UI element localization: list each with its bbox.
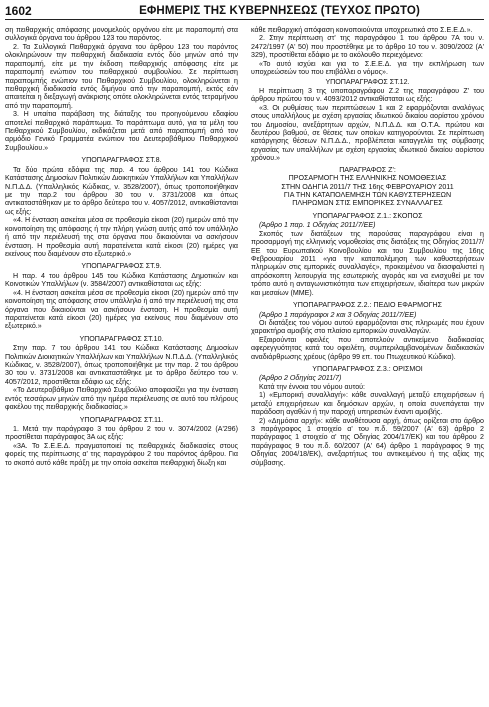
paragraph: 1) «Εμπορική συναλλαγή»: κάθε συναλλαγή μεταξύ επιχειρήσεων ή μεταξύ επιχειρήσεων και δημόσιων αρχών, η οποία συνεπάγεται την παράδοση αγαθών ή την παροχή υπηρεσιών έναντι αμοιβής. [251,391,484,417]
left-column [5,26,238,704]
paragraph: «4. Η ένσταση ασκείται μέσα σε προθεσμία είκοσι (20) ημερών από την κοινοποίηση της απόφασης στον υπάλληλο ή από την περιέλευσή της στα όργανα που δικαιούνται να ασκήσουν ένσταση. Η προθεσμία αυτή παρατείνεται κατά είκοσι (20) ημέρες για εκείνους που διαμένουν στο εξωτερικό.» [5,288,238,331]
section-title: ΣΤΗΝ ΟΔΗΓΙΑ 2011/7 ΤΗΣ 16ης ΦΕΒΡΟΥΑΡΙΟΥ 2011 [281,182,454,191]
paragraph: Κατά την έννοια του νόμου αυτού: [259,382,365,391]
subparagraph-heading: ΥΠΟΠΑΡΑΓΡΑΦΟΣ ΣΤ.12. [325,77,410,86]
subparagraph-heading: ΥΠΟΠΑΡΑΓΡΑΦΟΣ ΣΤ.11. [79,415,164,424]
paragraph: 3. Η υπαίτια παράβαση της διάταξης του προηγούμενου εδαφίου αποτελεί πειθαρχικό παράπτωμα. Το παράπτωμα αυτό, για τα μέλη του Πειθαρχικού Συμβουλίου, εκδικάζεται μετά από παραπομπή από τον αρμόδιο Γενικό Γραμματέα ενώπιον του Δευτεροβάθμιου Πειθαρχικού Συμβουλίου.» [5,110,238,152]
page-number: 1602 [5,4,32,18]
directive-reference: (Άρθρο 1 παρ. 1 Οδηγίας 2011/7/ΕΕ) [259,221,376,230]
directive-reference: (Άρθρο 2 Οδηγίας 2011/7) [259,374,342,383]
directive-reference: (Άρθρο 1 παράγραφοι 2 και 3 Οδηγίας 2011/7/ΕΕ) [259,310,417,319]
paragraph: «3. Οι ρυθμίσεις των περιπτώσεων 1 και 2 εφαρμόζονται αναλόγως στους υπαλλήλους με σχέση εργασίας ιδιωτικού δικαίου αορίστου χρόνου του Δημοσίου, ανεξάρτητων αρχών, Ν.Π.Δ.Δ. και Ο.Τ.Α. πρώτου και δευτέρου βαθμού, σε θέσεις των οποίων κατηγορούνται. Σε περίπτωση κατάργησης θέσεων Ν.Π.Δ.Δ., προβλέπεται καταγγελία της σύμβασης εργασίας των υπαλλήλων με σχέση εργασίας ιδιωτικού δικαίου αορίστου χρόνου.» [251,103,484,163]
subparagraph-heading: ΥΠΟΠΑΡΑΓΡΑΦΟΣ ΣΤ.10. [79,334,164,343]
paragraph: 1. Μετά την παράγραφο 3 του άρθρου 2 του ν. 3074/2002 (Α'296) προστίθεται παράγραφος 3Α ως εξής: [5,424,238,442]
paragraph: «4. Η ένσταση ασκείται μέσα σε προθεσμία είκοσι (20) ημερών από την κοινοποίηση της απόφασης ή την πλήρη γνώση αυτής από τον υπάλληλο ή από την περιέλευσή της στα όργανα που δικαιούνται να ασκήσουν ένσταση. Η προθεσμία αυτή παρατείνεται κατά είκοσι (20) ημέρες για εκείνους που διαμένουν στο εξωτερικό.» [5,216,238,258]
paragraph: Η παρ. 4 του άρθρου 145 του Κώδικα Κατάστασης Δημοτικών και Κοινοτικών Υπαλλήλων (ν. 3584/2007) αντικαθίσταται ως εξής: [5,271,238,289]
subparagraph-heading: ΥΠΟΠΑΡΑΓΡΑΦΟΣ Ζ.2.: ΠΕΔΙΟ ΕΦΑΡΜΟΓΗΣ [292,301,443,310]
subparagraph-heading: ΥΠΟΠΑΡΑΓΡΑΦΟΣ ΣΤ.8. [81,156,162,165]
page-header [5,4,484,20]
paragraph: Η περίπτωση 3 της υποπαραγράφου Ζ.2 της παραγράφου Ζ' του άρθρου πρώτου του ν. 4093/2012 αντικαθίσταται ως εξής: [251,86,484,104]
paragraph: Σκοπός των διατάξεων της παρούσας παραγράφου είναι η προσαρμογή της ελληνικής νομοθεσίας στις διατάξεις της Οδηγίας 2011/7/ΕΕ του Ευρωπαϊκού Κοινοβουλίου και του Συμβουλίου της 16ης Φεβρουαρίου 2011 «για την καταπολέμηση των καθυστερήσεων πληρωμών στις εμπορικές συναλλαγές», προκειμένου να διασφαλιστεί η απρόσκοπτη λειτουργία της εσωτερικής αγοράς και να ενισχυθεί με τον τρόπο αυτό η ανταγωνιστικότητα των επιχειρήσεων, ιδιαίτερα των μικρών και μεσαίων (ΜΜΕ). [251,229,484,297]
section-title: ΠΡΟΣΑΡΜΟΓΗ ΤΗΣ ΕΛΛΗΝΙΚΗΣ ΝΟΜΟΘΕΣΙΑΣ [288,174,447,183]
paragraph: ση πειθαρχικής απόφασης μονομελούς οργάνου είτε με παραπομπή στα συλλογικά όργανα του άρθρου 123 του παρόντος. [5,26,238,43]
section-title: ΠΛΗΡΩΜΩΝ ΣΤΙΣ ΕΜΠΟΡΙΚΕΣ ΣΥΝΑΛΛΑΓΕΣ [292,199,443,208]
right-column [251,26,484,704]
section-title: ΓΙΑ ΤΗΝ ΚΑΤΑΠΟΛΕΜΗΣΗ ΤΩΝ ΚΑΘΥΣΤΕΡΗΣΕΩΝ [283,191,452,200]
subparagraph-heading: ΥΠΟΠΑΡΑΓΡΑΦΟΣ Ζ.3.: ΟΡΙΣΜΟΙ [312,365,423,374]
section-title: ΠΑΡΑΓΡΑΦΟΣ Ζ': [339,165,396,174]
gazette-title: ΕΦΗΜΕΡΙΣ ΤΗΣ ΚΥΒΕΡΝΗΣΕΩΣ (ΤΕΥΧΟΣ ΠΡΩΤΟ) [139,5,420,17]
paragraph: Στην παρ. 7 του άρθρου 141 του Κώδικα Κατάστασης Δημοσίων Πολιτικών Διοικητικών Υπαλλήλων και Υπαλλήλων Ν.Π.Δ.Δ. (Υπαλληλικός Κώδικας, ν. 3528/2007), όπως τροποποιήθηκε με την παρ. 2 του άρθρου 30 του ν. 3731/2008 και αντικαταστάθηκε με το άρθρο δεύτερο του ν. 4057/2012, προστίθεται εδάφιο ως εξής: [5,344,238,386]
subparagraph-heading: ΥΠΟΠΑΡΑΓΡΑΦΟΣ ΣΤ.9. [81,262,162,271]
paragraph: κάθε πειθαρχική απόφαση κοινοποιούνται υποχρεωτικά στο Σ.Ε.Ε.Δ.». [251,26,473,34]
paragraph: Οι διατάξεις του νόμου αυτού εφαρμόζονται στις πληρωμές που έχουν χαρακτήρα αμοιβής στο πλαίσιο εμπορικών συναλλαγών. [251,318,484,336]
paragraph: «3Α. Το Σ.Ε.Ε.Δ. πραγματοποιεί τις πειθαρχικές διαδικασίες στους φορείς της περίπτωσης α' της παραγράφου 2 του παρόντος άρθρου. Για το σκοπό αυτό κάθε πράξη με την οποία ασκείται πειθαρχική δίωξη και [5,441,238,467]
paragraph: 2. Στην περίπτωση στ' της παραγράφου 1 του άρθρου 7Α του ν. 2472/1997 (Α' 50) που προστέθηκε με το άρθρο 10 του ν. 3090/2002 (Α' 329), προστίθεται εδάφιο με το ακόλουθο περιεχόμενο: [251,34,484,60]
subparagraph-heading: ΥΠΟΠΑΡΑΓΡΑΦΟΣ Ζ.1.: ΣΚΟΠΟΣ [312,211,423,220]
paragraph: «Το αυτό ισχύει και για το Σ.Ε.Ε.Δ. για την εκπλήρωση των υποχρεώσεών του που επιβάλλει ο νόμος». [251,59,484,77]
paragraph: 2) «Δημόσια αρχή»: κάθε αναθέτουσα αρχή, όπως ορίζεται στο άρθρο 3 παράγραφος 1 στοιχείο α' του π.δ. 59/2007 (Α' 63) άρθρο 2 παράγραφος 1 στοιχείο α' της Οδηγίας 2004/17/ΕΚ) και του άρθρου 2 παράγραφος 9 του π.δ. 60/2007 (Α' 64) άρθρο 1 παράγραφος 9 της Οδηγίας 2004/18/ΕΚ), ανεξαρτήτως του αντικειμένου ή της αξίας της σύμβασης. [251,416,484,467]
paragraph: Εξαιρούνται οφειλές που αποτελούν αντικείμενο διαδικασίας αφερεγγυότητας κατά του οφειλέτη, συμπεριλαμβανομένων διαδικασιών αναδιάρθρωσης χρέους (άρθρο 99 επ. του Πτωχευτικού Κώδικα). [251,335,484,361]
paragraph: «Το Δευτεροβάθμιο Πειθαρχικό Συμβούλιο αποφασίζει για την ένσταση εντός τεσσάρων μηνών από την ημέρα περιέλευσης σε αυτό του πλήρους φακέλου της πειθαρχικής διαδικασίας.» [5,386,238,412]
paragraph: 2. Τα Συλλογικά Πειθαρχικά όργανα του άρθρου 123 του παρόντος ολοκληρώνουν την πειθαρχική διαδικασία εντός δύο μηνών από την παραπομπή, είτε με την έκδοση πειθαρχικής απόφασης είτε με παραπομπή ενώπιον του πειθαρχικού συμβουλίου. Σε περίπτωση παραπομπής ενώπιον του Πειθαρχικού Συμβουλίου, ολοκληρώνεται η πειθαρχική διαδικασία εντός διμήνου από την παραπομπή, εκτός εάν απαιτείται η διεξαγωγή ανάκρισης οπότε ολοκληρώνεται εντός τετραμήνου από την παραπομπή. [5,42,238,110]
paragraph: Τα δύο πρώτα εδάφια της παρ. 4 του άρθρου 141 του Κώδικα Κατάστασης Δημοσίων Πολιτικών Διοικητικών Υπαλλήλων και Υπαλλήλων Ν.Π.Δ.Δ. (Υπαλληλικός Κώδικας, ν. 3528/2007), όπως τροποποιήθηκαν με την παρ.2 του άρθρου 30 του ν. 3731/2008 και όπως αντικαταστάθηκαν με το άρθρο δεύτερο του ν. 4057/2012, αντικαθίστανται ως εξής: [5,165,238,216]
